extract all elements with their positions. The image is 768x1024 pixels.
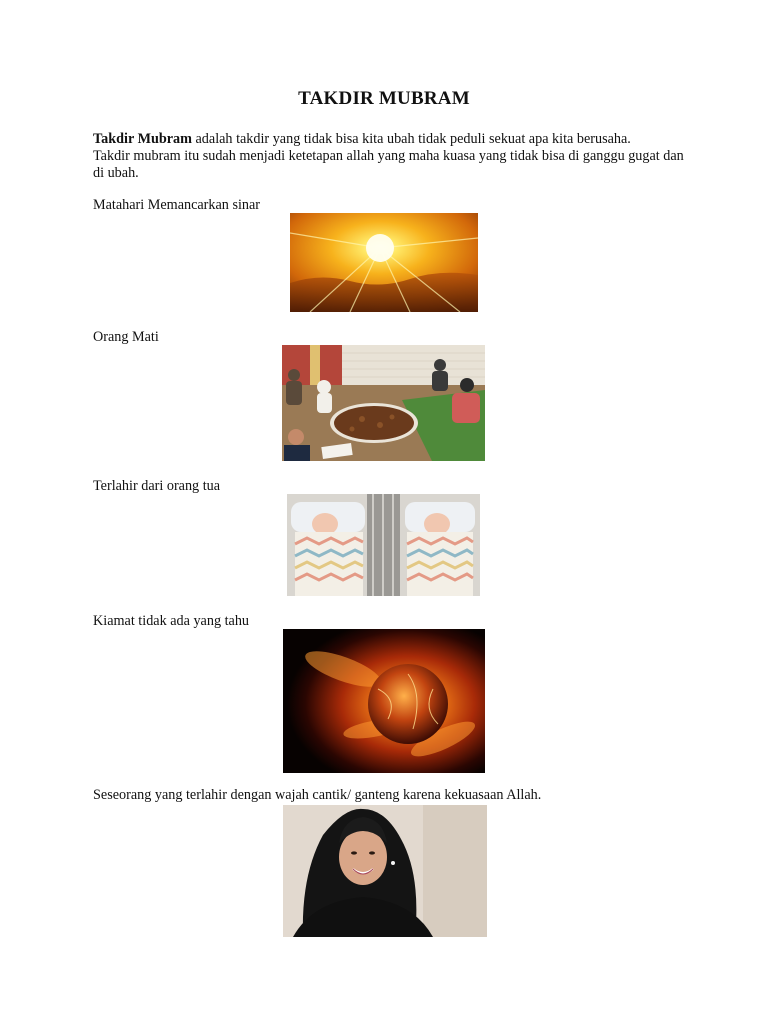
burning-planet-image [283, 629, 485, 773]
intro-sentence-2: Takdir mubram itu sudah menjadi ketetapan allah yang maha kuasa yang tidak bisa di ganggu gugat dan di ubah. [93, 148, 684, 181]
woman-hijab-portrait-image [283, 805, 487, 937]
intro-bold-term: Takdir Mubram [93, 131, 192, 147]
caption-beauty: Seseorang yang terlahir dengan wajah cantik/ ganteng karena kekuasaan Allah. [93, 787, 542, 803]
intro-paragraph [93, 131, 693, 182]
caption-sun: Matahari Memancarkan sinar [93, 197, 261, 213]
caption-birth: Terlahir dari orang tua [93, 478, 221, 494]
sunset-sunburst-image [290, 213, 478, 312]
caption-death: Orang Mati [93, 329, 159, 345]
funeral-prayer-image [282, 345, 485, 461]
intro-sentence-1: adalah takdir yang tidak bisa kita ubah tidak peduli sekuat apa kita berusaha. [191, 131, 631, 147]
page-title: TAKDIR MUBRAM [298, 88, 470, 109]
newborn-babies-image [287, 494, 480, 596]
caption-doomsday: Kiamat tidak ada yang tahu [93, 613, 250, 629]
